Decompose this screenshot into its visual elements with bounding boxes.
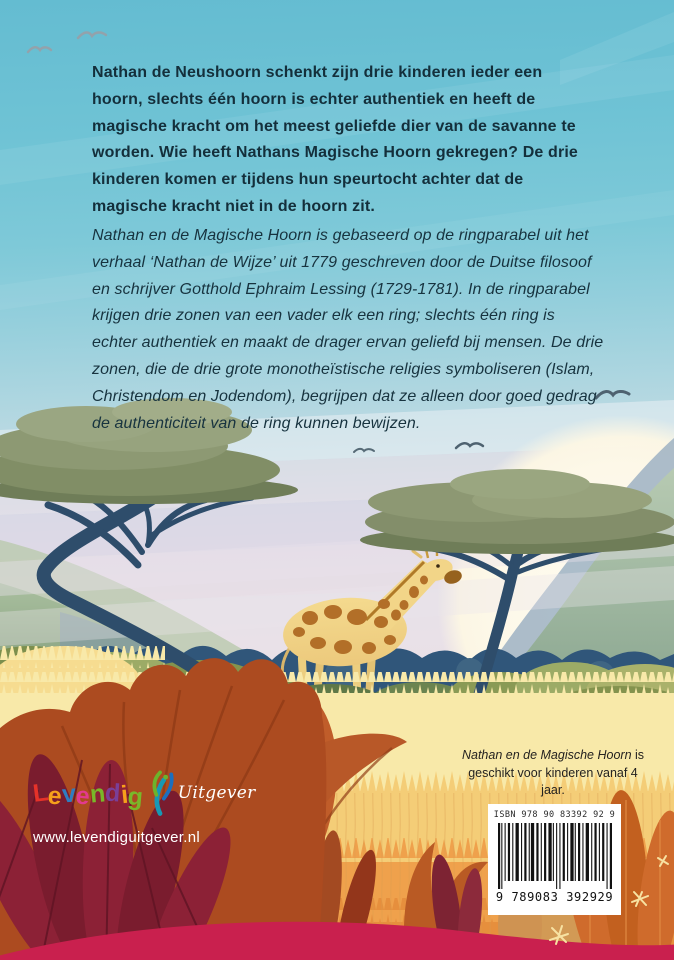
synopsis-paragraph: Nathan de Neushoorn schenkt zijn drie kinderen ieder een hoorn, slechts één hoorn is echter authentiek en heeft de magische kracht om het meest geliefde dier van de savanne te worden. Wie heeft Nathans Magische Hoorn gekregen? De drie kinderen komen er tijdens hun speurtocht achter dat de magische kracht niet in de hoorn zit. — [92, 64, 578, 215]
dancing-figure-icon — [147, 770, 175, 816]
age-recommendation-text: is geschikt voor kinderen vanaf 4 jaar. — [468, 748, 645, 797]
isbn-label: ISBN 978 90 83392 92 9 — [493, 810, 616, 820]
logo-letter: e — [46, 780, 64, 811]
logo-letter: e — [74, 780, 92, 811]
isbn-block — [488, 804, 621, 915]
isbn-number: 9 789083 392929 — [495, 890, 614, 904]
logo-letter: i — [119, 780, 130, 809]
publisher-logo — [33, 770, 313, 846]
logo-letter: v — [61, 779, 78, 808]
age-recommendation-title: Nathan en de Magische Hoorn — [461, 748, 632, 762]
about-paragraph: Nathan en de Magische Hoorn is gebaseerd op de ringparabel uit het verhaal ‘Nathan de Wijze’ uit 1779 geschreven door de Duitse filosoof en schrijver Gotthold Ephraim Lessing (1729-1781). In de ringparabel krijgen drie zonen van een vader elk een ring; slechts één ring is echter authentiek en maakt de drager ervan geliefd bij mensen. De drie zonen, die de drie grote monotheïstische religies symboliseren (Islam, Christendom en Jodendom), begrijpen dat ze alleen door goed gedrag de authenticiteit van de ring kunnen bewijzen. — [92, 227, 604, 432]
age-recommendation — [455, 747, 651, 800]
publisher-website: www.levendiguitgever.nl — [33, 829, 200, 846]
logo-letter: L — [31, 777, 50, 808]
publisher-logo-wordmark — [31, 777, 144, 812]
logo-letter: g — [126, 781, 144, 812]
bird-icon — [28, 47, 51, 52]
bird-icon — [78, 32, 106, 38]
logo-letter: d — [104, 778, 122, 808]
logo-letter: n — [88, 778, 107, 809]
barcode — [498, 823, 612, 889]
publisher-logo-suffix: Uitgever — [177, 783, 256, 803]
